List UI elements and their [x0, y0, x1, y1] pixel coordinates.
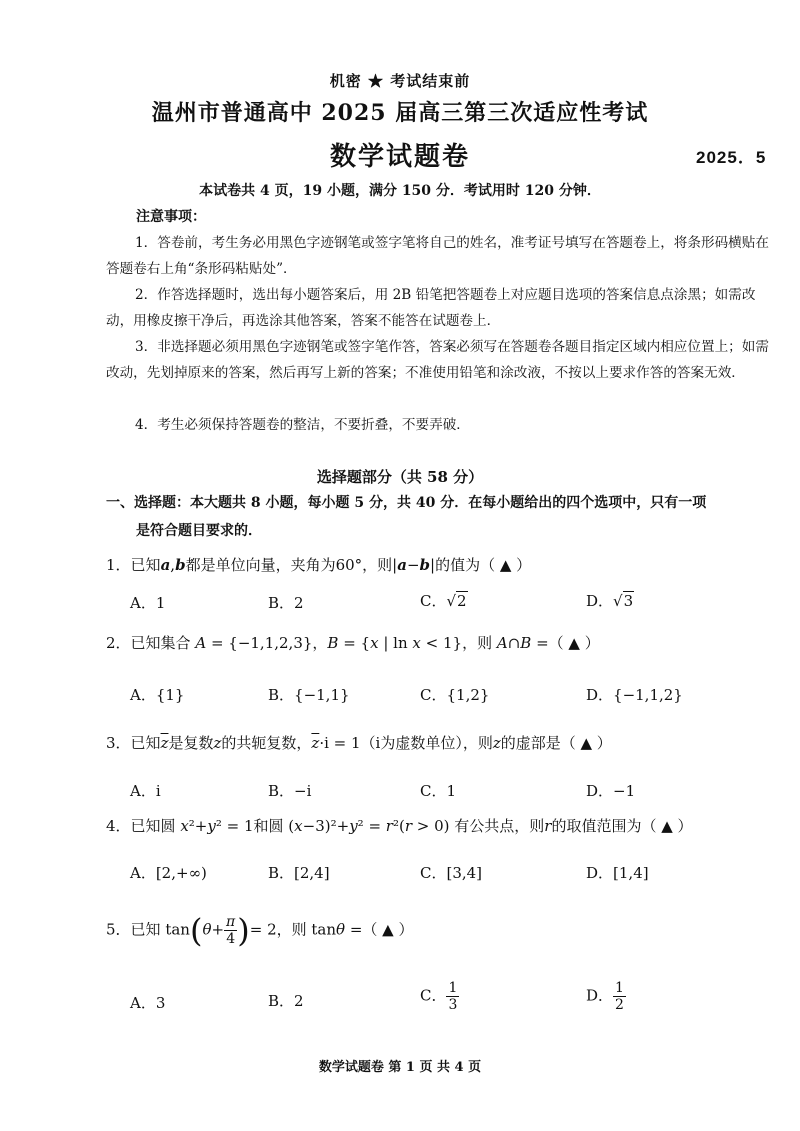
section-instruction: 一、选择题：本大题共 8 小题，每小题 5 分，共 40 分．在每小题给出的四个选项中，只有一项	[106, 495, 707, 511]
question-number: 5．	[106, 920, 131, 939]
fraction: $\frac{1}{3}$	[448, 980, 458, 1013]
exam-intro: 本试卷共 4 页，19 小题，满分 150 分．考试用时 120 分钟．	[199, 183, 601, 199]
option-c: C．1	[420, 782, 457, 800]
option-a: A．i	[130, 782, 161, 800]
notice-item: 1．答卷前，考生务必用黑色字迹钢笔或签字笔将自己的姓名，准考证号填写在答题卷上，将条形码横贴在答题卷右上角“条形码粘贴处”．	[106, 235, 769, 277]
question-4: 4．已知圆 x²+y² = 1和圆 (x−3)²+y² = r²(r > 0) 有公共点，则r的取值范围为（ ▲ ）	[106, 817, 693, 835]
page-footer: 数学试题卷 第 1 页 共 4 页	[318, 1060, 482, 1075]
sqrt-sign: √3	[613, 592, 634, 610]
option-d: D． $\frac{1}{2}$	[586, 980, 624, 1013]
option-d: D．[1,4]	[586, 864, 649, 882]
option-d: D．√3	[586, 592, 634, 610]
option-a: A．[2,+∞)	[130, 864, 207, 882]
option-a: A．3	[130, 994, 166, 1012]
question-number: 1．	[106, 556, 131, 574]
exam-date: 2025．5	[696, 148, 767, 167]
question-number: 3．	[106, 734, 131, 752]
option-c: C．{1,2}	[420, 686, 490, 704]
option-a: A．1	[130, 594, 166, 612]
question-3: 3．已知$\overline{z}$是复数z的共轭复数，$\overline{z}\cdot i = 1(i$为虚数单位），则z的虚部是（ ▲ ）	[106, 734, 612, 752]
option-c: C．√2	[420, 592, 467, 610]
option-c: C．[3,4]	[420, 864, 483, 882]
option-d: D．−1	[586, 782, 636, 800]
exam-title: 温州市普通高中 2025 届高三第三次适应性考试	[151, 100, 649, 126]
section-title: 选择题部分（共 58 分）	[316, 468, 484, 486]
notice-item: 3．非选择题必须用黑色字迹钢笔或签字笔作答，答案必须写在答题卷各题目指定区域内相应位置上；如需改动，先划掉原来的答案，然后再写上新的答案；不准使用铅笔和涂改液，不按以上要求作答的答案无效．	[106, 339, 769, 381]
option-b: B．{−1,1}	[268, 686, 350, 704]
option-d: D．{−1,1,2}	[586, 686, 683, 704]
question-number: 2．	[106, 634, 131, 652]
notice-item: 2．作答选择题时，选出每小题答案后，用 2B 铅笔把答题卷上对应题目选项的答案信息点涂黑；如需改动，用橡皮擦干净后，再选涂其他答案，答案不能答在试题卷上．	[106, 287, 756, 329]
option-a: A．{1}	[130, 686, 185, 704]
notice-item: 4．考生必须保持答题卷的整洁，不要折叠，不要弄破．	[135, 417, 470, 433]
confidential-label: 机密 ★ 考试结束前	[329, 72, 471, 90]
option-b: B．2	[268, 594, 304, 612]
option-b: B．−i	[268, 782, 312, 800]
question-number: 4．	[106, 817, 131, 835]
fraction: $\frac{1}{2}$	[615, 980, 624, 1013]
sqrt-sign: √2	[446, 592, 467, 610]
option-b: B．[2,4]	[268, 864, 330, 882]
option-c: C． $\frac{1}{3}$	[420, 980, 458, 1013]
notice-heading: 注意事项：	[136, 209, 206, 225]
section-instruction-cont: 是符合题目要求的．	[136, 523, 262, 539]
question-5: 5．已知 tan(θ+ $\frac{\pi}{4}$ )= 2，则 tanθ =（ ▲ ）	[106, 911, 414, 950]
question-1: 1．已知a,b都是单位向量，夹角为60°，则|a−b|的值为（ ▲ ）	[106, 556, 532, 574]
question-2: 2．已知集合 A = {−1,1,2,3}，B = {x | ln x < 1}，则 A∩B =（ ▲ ）	[106, 634, 600, 652]
option-b: B．2	[268, 992, 304, 1010]
paper-title: 数学试题卷	[329, 142, 470, 172]
